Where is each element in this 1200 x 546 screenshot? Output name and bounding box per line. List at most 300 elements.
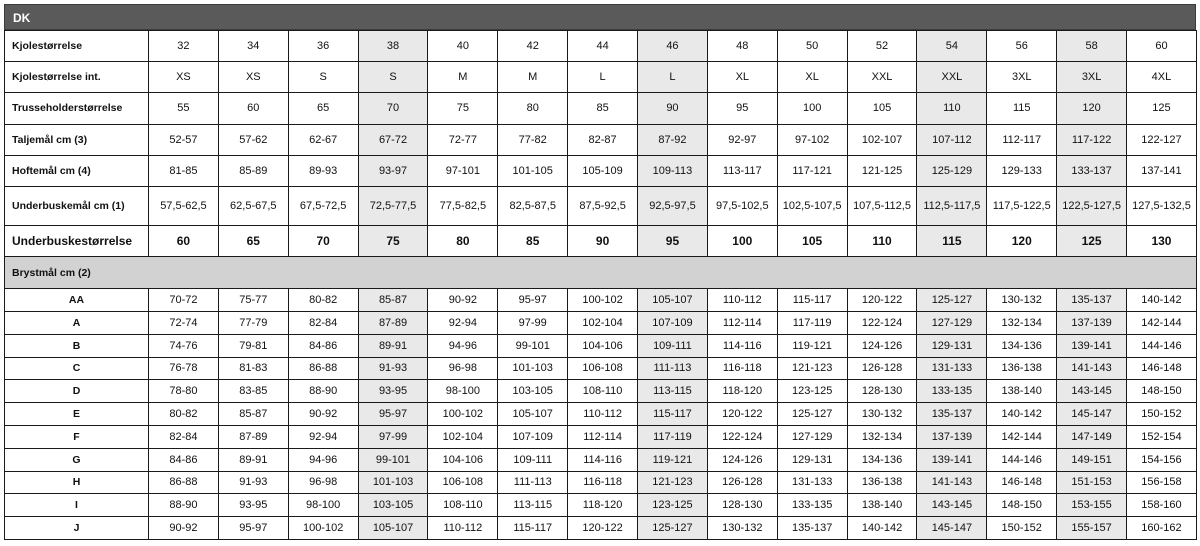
table-cell: 104-106 xyxy=(428,448,498,471)
table-row xyxy=(5,403,1197,426)
table-cell: 99-101 xyxy=(358,448,428,471)
table-cell: XL xyxy=(777,62,847,93)
table-cell: 108-110 xyxy=(568,380,638,403)
table-cell: 115-117 xyxy=(498,517,568,540)
table-cell: 88-90 xyxy=(149,494,219,517)
table-cell: 126-128 xyxy=(847,357,917,380)
table-cell: 125-129 xyxy=(917,155,987,186)
table-cell: 90 xyxy=(638,93,708,124)
table-cell: 142-144 xyxy=(987,425,1057,448)
table-cell: 32 xyxy=(149,31,219,62)
table-cell: 107-109 xyxy=(638,311,708,334)
table-cell: 52-57 xyxy=(149,124,219,155)
cup-label: E xyxy=(5,403,149,426)
table-cell: 122-124 xyxy=(847,311,917,334)
table-row xyxy=(5,289,1197,312)
section-row xyxy=(5,257,1197,289)
table-cell: 97,5-102,5 xyxy=(707,186,777,225)
table-cell: 89-93 xyxy=(288,155,358,186)
table-cell: 97-102 xyxy=(777,124,847,155)
table-cell: 121-125 xyxy=(847,155,917,186)
table-cell: 95-97 xyxy=(218,517,288,540)
table-cell: 74-76 xyxy=(149,334,219,357)
table-cell: 81-85 xyxy=(149,155,219,186)
table-cell: 90-92 xyxy=(288,403,358,426)
table-cell: 101-105 xyxy=(498,155,568,186)
table-cell: 95-97 xyxy=(358,403,428,426)
cup-label: A xyxy=(5,311,149,334)
table-cell: 121-123 xyxy=(777,357,847,380)
table-cell: 132-134 xyxy=(847,425,917,448)
table-cell: 60 xyxy=(149,225,219,256)
table-cell: 90-92 xyxy=(428,289,498,312)
table-cell: 89-91 xyxy=(218,448,288,471)
table-cell: 130 xyxy=(1127,225,1197,256)
table-cell: 38 xyxy=(358,31,428,62)
table-cell: 81-83 xyxy=(218,357,288,380)
table-cell: 133-135 xyxy=(777,494,847,517)
table-row xyxy=(5,334,1197,357)
table-cell: 62,5-67,5 xyxy=(218,186,288,225)
table-cell: 75 xyxy=(428,93,498,124)
table-cell: 99-101 xyxy=(498,334,568,357)
table-cell: 150-152 xyxy=(987,517,1057,540)
table-cell: 94-96 xyxy=(288,448,358,471)
table-cell: 130-132 xyxy=(847,403,917,426)
table-cell: 129-131 xyxy=(917,334,987,357)
table-cell: 115 xyxy=(987,93,1057,124)
table-cell: 97-99 xyxy=(498,311,568,334)
table-row xyxy=(5,93,1197,124)
table-cell: 145-147 xyxy=(917,517,987,540)
table-cell: 110 xyxy=(917,93,987,124)
table-cell: 111-113 xyxy=(638,357,708,380)
table-cell: 91-93 xyxy=(218,471,288,494)
table-cell: 97-101 xyxy=(428,155,498,186)
table-cell: 91-93 xyxy=(358,357,428,380)
table-cell: 92,5-97,5 xyxy=(638,186,708,225)
cup-label: G xyxy=(5,448,149,471)
table-cell: 155-157 xyxy=(1057,517,1127,540)
table-cell: 86-88 xyxy=(149,471,219,494)
table-cell: 156-158 xyxy=(1127,471,1197,494)
table-cell: 141-143 xyxy=(917,471,987,494)
table-row xyxy=(5,155,1197,186)
table-cell: 70-72 xyxy=(149,289,219,312)
table-cell: 129-131 xyxy=(777,448,847,471)
table-cell: 98-100 xyxy=(288,494,358,517)
table-cell: 106-108 xyxy=(428,471,498,494)
table-cell: 82,5-87,5 xyxy=(498,186,568,225)
table-cell: 88-90 xyxy=(288,380,358,403)
table-cell: 109-113 xyxy=(638,155,708,186)
table-cell: 110-112 xyxy=(428,517,498,540)
table-cell: 134-136 xyxy=(987,334,1057,357)
table-cell: 67-72 xyxy=(358,124,428,155)
table-cell: 107-112 xyxy=(917,124,987,155)
table-cell: 87-89 xyxy=(358,311,428,334)
table-cell: 98-100 xyxy=(428,380,498,403)
table-cell: 142-144 xyxy=(1127,311,1197,334)
table-cell: 50 xyxy=(777,31,847,62)
row-label: Underbuskestørrelse xyxy=(5,225,149,256)
table-cell: 70 xyxy=(358,93,428,124)
table-cell: 105-107 xyxy=(498,403,568,426)
table-cell: 111-113 xyxy=(498,471,568,494)
table-cell: 85-89 xyxy=(218,155,288,186)
table-cell: 131-133 xyxy=(917,357,987,380)
row-label: Trusseholderstørrelse xyxy=(5,93,149,124)
table-cell: 93-97 xyxy=(358,155,428,186)
table-cell: 108-110 xyxy=(428,494,498,517)
table-cell: 138-140 xyxy=(987,380,1057,403)
table-cell: S xyxy=(288,62,358,93)
table-cell: 54 xyxy=(917,31,987,62)
table-cell: 133-137 xyxy=(1057,155,1127,186)
row-label: Underbuskemål cm (1) xyxy=(5,186,149,225)
table-cell: 140-142 xyxy=(987,403,1057,426)
table-cell: XXL xyxy=(917,62,987,93)
table-cell: 3XL xyxy=(1057,62,1127,93)
table-cell: 82-84 xyxy=(149,425,219,448)
table-row xyxy=(5,357,1197,380)
table-cell: 58 xyxy=(1057,31,1127,62)
table-cell: 105-109 xyxy=(568,155,638,186)
table-cell: 85-87 xyxy=(218,403,288,426)
table-row xyxy=(5,517,1197,540)
table-cell: 127,5-132,5 xyxy=(1127,186,1197,225)
table-cell: 123-125 xyxy=(777,380,847,403)
table-cell: 93-95 xyxy=(358,380,428,403)
table-row xyxy=(5,448,1197,471)
table-cell: 62-67 xyxy=(288,124,358,155)
table-cell: 122-124 xyxy=(707,425,777,448)
table-cell: 65 xyxy=(288,93,358,124)
table-cell: 150-152 xyxy=(1127,403,1197,426)
table-cell: 126-128 xyxy=(707,471,777,494)
table-cell: 80 xyxy=(498,93,568,124)
cup-label: F xyxy=(5,425,149,448)
table-cell: 134-136 xyxy=(847,448,917,471)
table-cell: 116-118 xyxy=(568,471,638,494)
table-cell: 92-97 xyxy=(707,124,777,155)
table-cell: 46 xyxy=(638,31,708,62)
table-row xyxy=(5,494,1197,517)
table-cell: 55 xyxy=(149,93,219,124)
cup-label: B xyxy=(5,334,149,357)
table-cell: 112-114 xyxy=(568,425,638,448)
table-cell: 136-138 xyxy=(987,357,1057,380)
chart-title: DK xyxy=(4,4,1196,30)
table-cell: 95 xyxy=(638,225,708,256)
table-cell: 100-102 xyxy=(568,289,638,312)
table-cell: 82-84 xyxy=(288,311,358,334)
table-cell: 113-115 xyxy=(638,380,708,403)
table-cell: 132-134 xyxy=(987,311,1057,334)
table-cell: 124-126 xyxy=(847,334,917,357)
table-cell: 112-117 xyxy=(987,124,1057,155)
table-cell: 120 xyxy=(987,225,1057,256)
table-cell: 52 xyxy=(847,31,917,62)
table-cell: 79-81 xyxy=(218,334,288,357)
size-chart xyxy=(4,4,1196,540)
table-cell: 86-88 xyxy=(288,357,358,380)
table-cell: 120-122 xyxy=(707,403,777,426)
table-cell: 148-150 xyxy=(987,494,1057,517)
table-cell: 143-145 xyxy=(1057,380,1127,403)
table-cell: 105 xyxy=(777,225,847,256)
table-cell: 107,5-112,5 xyxy=(847,186,917,225)
table-cell: 120-122 xyxy=(568,517,638,540)
table-cell: 100 xyxy=(777,93,847,124)
row-label: Kjolestørrelse int. xyxy=(5,62,149,93)
table-cell: 93-95 xyxy=(218,494,288,517)
table-cell: 125 xyxy=(1057,225,1127,256)
table-row xyxy=(5,471,1197,494)
table-cell: 128-130 xyxy=(847,380,917,403)
cup-label: I xyxy=(5,494,149,517)
cup-label: AA xyxy=(5,289,149,312)
table-cell: M xyxy=(498,62,568,93)
table-cell: 135-137 xyxy=(1057,289,1127,312)
table-cell: 118-120 xyxy=(568,494,638,517)
table-cell: M xyxy=(428,62,498,93)
table-cell: 96-98 xyxy=(428,357,498,380)
table-cell: 117-119 xyxy=(638,425,708,448)
table-cell: 107-109 xyxy=(498,425,568,448)
table-cell: 60 xyxy=(218,93,288,124)
table-cell: 115 xyxy=(917,225,987,256)
table-row xyxy=(5,31,1197,62)
table-cell: 151-153 xyxy=(1057,471,1127,494)
table-cell: 114-116 xyxy=(707,334,777,357)
table-cell: XS xyxy=(218,62,288,93)
table-cell: 95-97 xyxy=(498,289,568,312)
table-cell: 117-122 xyxy=(1057,124,1127,155)
table-cell: 115-117 xyxy=(638,403,708,426)
table-cell: 128-130 xyxy=(707,494,777,517)
table-cell: 97-99 xyxy=(358,425,428,448)
table-row xyxy=(5,186,1197,225)
table-row xyxy=(5,311,1197,334)
table-cell: 76-78 xyxy=(149,357,219,380)
table-cell: 116-118 xyxy=(707,357,777,380)
table-cell: 119-121 xyxy=(638,448,708,471)
table-cell: 148-150 xyxy=(1127,380,1197,403)
table-cell: 87,5-92,5 xyxy=(568,186,638,225)
table-row xyxy=(5,380,1197,403)
table-cell: 131-133 xyxy=(777,471,847,494)
table-cell: 105 xyxy=(847,93,917,124)
table-cell: 101-103 xyxy=(358,471,428,494)
table-cell: 117-119 xyxy=(777,311,847,334)
cup-label: J xyxy=(5,517,149,540)
table-cell: 34 xyxy=(218,31,288,62)
table-cell: 94-96 xyxy=(428,334,498,357)
table-cell: 123-125 xyxy=(638,494,708,517)
table-cell: 78-80 xyxy=(149,380,219,403)
table-cell: 144-146 xyxy=(1127,334,1197,357)
table-cell: 125-127 xyxy=(638,517,708,540)
cup-label: H xyxy=(5,471,149,494)
table-cell: 106-108 xyxy=(568,357,638,380)
table-cell: 147-149 xyxy=(1057,425,1127,448)
table-cell: 75-77 xyxy=(218,289,288,312)
table-row xyxy=(5,124,1197,155)
table-cell: 138-140 xyxy=(847,494,917,517)
row-label: Taljemål cm (3) xyxy=(5,124,149,155)
table-row xyxy=(5,62,1197,93)
table-cell: 89-91 xyxy=(358,334,428,357)
table-cell: 72,5-77,5 xyxy=(358,186,428,225)
table-cell: 146-148 xyxy=(987,471,1057,494)
table-cell: 103-105 xyxy=(358,494,428,517)
table-cell: 109-111 xyxy=(498,448,568,471)
table-cell: 77-79 xyxy=(218,311,288,334)
table-cell: 3XL xyxy=(987,62,1057,93)
table-cell: 80-82 xyxy=(288,289,358,312)
table-cell: 48 xyxy=(707,31,777,62)
table-cell: 120-122 xyxy=(847,289,917,312)
table-cell: 130-132 xyxy=(987,289,1057,312)
table-cell: 146-148 xyxy=(1127,357,1197,380)
table-cell: 140-142 xyxy=(1127,289,1197,312)
table-cell: 122-127 xyxy=(1127,124,1197,155)
table-cell: 120 xyxy=(1057,93,1127,124)
table-cell: 105-107 xyxy=(358,517,428,540)
table-cell: 112,5-117,5 xyxy=(917,186,987,225)
table-cell: 135-137 xyxy=(777,517,847,540)
table-cell: 102-107 xyxy=(847,124,917,155)
table-cell: 160-162 xyxy=(1127,517,1197,540)
table-cell: 109-111 xyxy=(638,334,708,357)
table-cell: 152-154 xyxy=(1127,425,1197,448)
table-cell: 137-139 xyxy=(1057,311,1127,334)
table-cell: 122,5-127,5 xyxy=(1057,186,1127,225)
table-cell: 139-141 xyxy=(917,448,987,471)
table-cell: 57,5-62,5 xyxy=(149,186,219,225)
table-cell: 77-82 xyxy=(498,124,568,155)
table-cell: 117,5-122,5 xyxy=(987,186,1057,225)
table-cell: 133-135 xyxy=(917,380,987,403)
table-cell: 40 xyxy=(428,31,498,62)
cup-label: C xyxy=(5,357,149,380)
table-cell: 144-146 xyxy=(987,448,1057,471)
table-cell: 129-133 xyxy=(987,155,1057,186)
table-cell: 125-127 xyxy=(777,403,847,426)
table-cell: 103-105 xyxy=(498,380,568,403)
table-cell: 117-121 xyxy=(777,155,847,186)
table-cell: XL xyxy=(707,62,777,93)
table-cell: 140-142 xyxy=(847,517,917,540)
table-cell: 102,5-107,5 xyxy=(777,186,847,225)
table-cell: 77,5-82,5 xyxy=(428,186,498,225)
table-cell: L xyxy=(568,62,638,93)
table-cell: 75 xyxy=(358,225,428,256)
table-cell: 125-127 xyxy=(917,289,987,312)
table-cell: 87-89 xyxy=(218,425,288,448)
table-cell: 149-151 xyxy=(1057,448,1127,471)
table-cell: 143-145 xyxy=(917,494,987,517)
table-cell: L xyxy=(638,62,708,93)
table-cell: 153-155 xyxy=(1057,494,1127,517)
table-cell: 60 xyxy=(1127,31,1197,62)
table-cell: 70 xyxy=(288,225,358,256)
table-cell: 100-102 xyxy=(288,517,358,540)
table-cell: 119-121 xyxy=(777,334,847,357)
table-cell: 92-94 xyxy=(428,311,498,334)
table-cell: 158-160 xyxy=(1127,494,1197,517)
table-cell: 57-62 xyxy=(218,124,288,155)
table-cell: 85 xyxy=(568,93,638,124)
cup-label: D xyxy=(5,380,149,403)
table-cell: 130-132 xyxy=(707,517,777,540)
table-row xyxy=(5,425,1197,448)
table-cell: 72-77 xyxy=(428,124,498,155)
table-cell: 84-86 xyxy=(288,334,358,357)
table-cell: 72-74 xyxy=(149,311,219,334)
table-cell: 137-139 xyxy=(917,425,987,448)
table-cell: 90-92 xyxy=(149,517,219,540)
table-cell: 67,5-72,5 xyxy=(288,186,358,225)
table-cell: 104-106 xyxy=(568,334,638,357)
table-cell: 110-112 xyxy=(707,289,777,312)
table-cell: 90 xyxy=(568,225,638,256)
table-cell: 85 xyxy=(498,225,568,256)
table-cell: 121-123 xyxy=(638,471,708,494)
table-cell: 65 xyxy=(218,225,288,256)
table-cell: 110 xyxy=(847,225,917,256)
table-cell: 114-116 xyxy=(568,448,638,471)
table-cell: 118-120 xyxy=(707,380,777,403)
table-cell: 36 xyxy=(288,31,358,62)
table-cell: 127-129 xyxy=(777,425,847,448)
table-cell: 80 xyxy=(428,225,498,256)
table-cell: 96-98 xyxy=(288,471,358,494)
table-cell: 139-141 xyxy=(1057,334,1127,357)
table-cell: XS xyxy=(149,62,219,93)
table-cell: 102-104 xyxy=(568,311,638,334)
table-cell: 92-94 xyxy=(288,425,358,448)
table-cell: 101-103 xyxy=(498,357,568,380)
table-cell: 42 xyxy=(498,31,568,62)
table-cell: 85-87 xyxy=(358,289,428,312)
table-cell: 56 xyxy=(987,31,1057,62)
table-cell: 4XL xyxy=(1127,62,1197,93)
table-cell: 87-92 xyxy=(638,124,708,155)
table-cell: 137-141 xyxy=(1127,155,1197,186)
table-cell: 154-156 xyxy=(1127,448,1197,471)
table-cell: 113-115 xyxy=(498,494,568,517)
table-cell: 127-129 xyxy=(917,311,987,334)
table-cell: 83-85 xyxy=(218,380,288,403)
table-cell: 105-107 xyxy=(638,289,708,312)
table-cell: 100-102 xyxy=(428,403,498,426)
size-table xyxy=(4,30,1197,540)
table-cell: 110-112 xyxy=(568,403,638,426)
table-cell: 82-87 xyxy=(568,124,638,155)
table-cell: 102-104 xyxy=(428,425,498,448)
table-cell: 115-117 xyxy=(777,289,847,312)
table-cell: XXL xyxy=(847,62,917,93)
section-label: Brystmål cm (2) xyxy=(5,257,1197,289)
table-cell: 141-143 xyxy=(1057,357,1127,380)
table-cell: 80-82 xyxy=(149,403,219,426)
table-cell: 135-137 xyxy=(917,403,987,426)
row-label: Kjolestørrelse xyxy=(5,31,149,62)
table-cell: 125 xyxy=(1127,93,1197,124)
table-cell: 100 xyxy=(707,225,777,256)
